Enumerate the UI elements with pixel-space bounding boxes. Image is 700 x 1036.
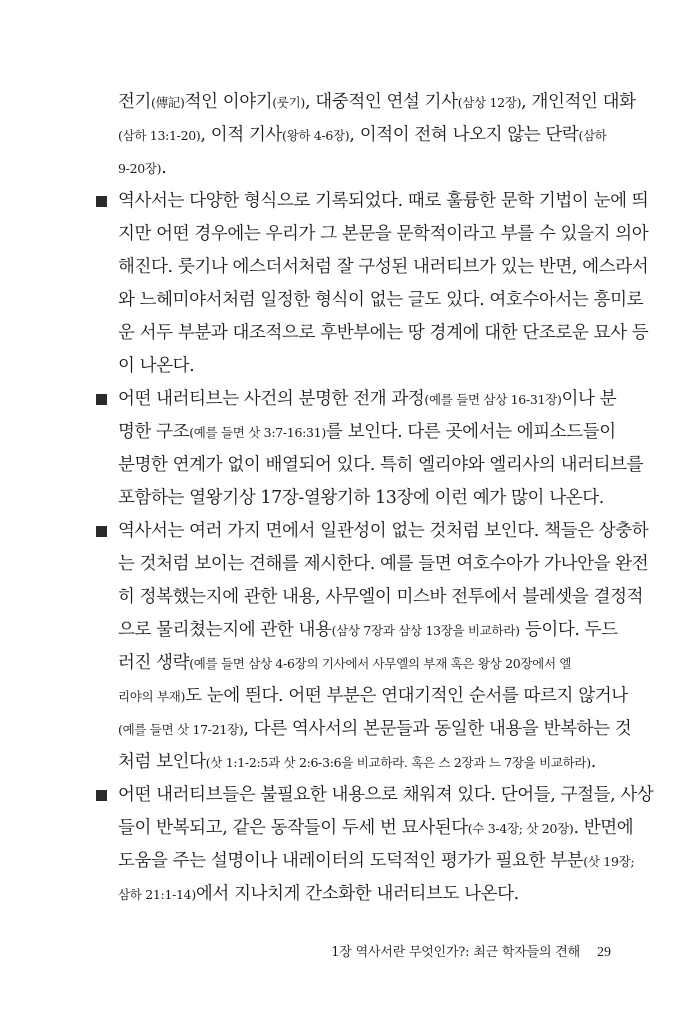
- body-text-run: 이나 분: [561, 389, 617, 409]
- body-text-run: 처럼 보인다: [118, 752, 206, 772]
- citation-text: (삼하 13:1-20): [118, 128, 201, 143]
- citation-text: 삼하 21:1-14): [118, 887, 196, 902]
- body-text-run: 에서 지나치게 간소화한 내러티브도 나온다.: [195, 884, 519, 904]
- body-text-run: , 대중적인 연설 기사: [304, 92, 458, 112]
- text-line: [118, 86, 636, 119]
- text-line: [118, 251, 649, 284]
- bullet-paragraph: [118, 515, 649, 779]
- body-text-run: 명한 구조: [118, 422, 190, 442]
- citation-text: (왕하 4-6장): [282, 128, 350, 143]
- paragraph: [118, 86, 636, 185]
- text-line: [118, 713, 632, 746]
- body-text-run: , 이적 기사: [200, 125, 282, 145]
- running-head: 1장 역사서란 무엇인가?: 최근 학자들의 견해: [331, 945, 580, 960]
- body-text-run: 등이다. 두드: [519, 620, 618, 640]
- body-text-run: 들이 반복되고, 같은 동작들이 두세 번 묘사된다: [118, 818, 468, 838]
- bullet-paragraph: [118, 779, 654, 911]
- text-line: [118, 482, 618, 515]
- bullet-paragraph: [118, 383, 644, 515]
- text-line: [118, 449, 644, 482]
- text-line: [118, 350, 618, 383]
- text-line: [118, 416, 618, 449]
- citation-text: (삿 1:1-2:5과 삿 2:6-3:6을 비교하라. 혹은 스 2장과 느 7장을 비교하라): [205, 755, 591, 770]
- citation-text: 리야의 부재): [118, 689, 186, 704]
- text-line: [118, 548, 649, 581]
- text-line: [118, 317, 649, 350]
- citation-text: (예를 들면 삿 3:7-16:31): [189, 425, 326, 440]
- body-text-run: 도움을 주는 설명이나 내레이터의 도덕적인 평가가 필요한 부분: [118, 851, 584, 871]
- body-text-run: 해진다. 룻기나 에스더서처럼 잘 구성된 내러티브가 있는 반면, 에스라서: [118, 257, 649, 277]
- body-text-run: 어떤 내러티브는 사건의 분명한 전개 과정: [118, 389, 425, 409]
- body-text-run: 으로 물리쳤는지에 관한 내용: [118, 620, 332, 640]
- citation-text: (삼상 7장과 삼상 13장을 비교하라): [331, 623, 520, 638]
- body-text-run: , 개인적인 대화: [521, 92, 636, 112]
- bullet-paragraph: [118, 185, 649, 383]
- body-text-run: 역사서는 여러 가지 면에서 일관성이 없는 것처럼 보인다. 책들은 상충하: [118, 521, 649, 541]
- citation-text: (예를 들면 삿 17-21장): [118, 722, 244, 737]
- square-bullet-icon: [96, 196, 107, 207]
- text-line: [118, 284, 644, 317]
- body-text-run: 히 정복했는지에 관한 내용, 사무엘이 미스바 전투에서 블레셋을 결정적: [118, 587, 644, 607]
- body-text-run: 지만 어떤 경우에는 우리가 그 본문을 문학적이라고 부를 수 있을지 의아: [118, 224, 649, 244]
- text-line: [118, 152, 618, 185]
- body-text-run: 어떤 내러티브들은 불필요한 내용으로 채워져 있다. 단어들, 구절들, 사상: [118, 785, 654, 805]
- citation-text: (傳記): [151, 95, 185, 110]
- citation-text: (수 3-4장; 삿 20장): [467, 821, 574, 836]
- text-line: [118, 383, 618, 416]
- body-text-run: . 반면에: [573, 818, 634, 838]
- body-text-run: , 이적이 전혀 나오지 않는 단락: [349, 125, 579, 145]
- body-text-run: 포함하는 열왕기상 17장-열왕기하 13장에 이런 예가 많이 나온다.: [118, 488, 604, 508]
- text-line: [118, 845, 635, 878]
- page-footer: [0, 941, 700, 965]
- text-line: [118, 119, 618, 152]
- body-text-run: 운 서두 부분과 대조적으로 후반부에는 땅 경계에 대한 단조로운 묘사 등: [118, 323, 649, 343]
- body-text-run: 적인 이야기: [184, 92, 273, 112]
- body-text-run: 는 것처럼 보이는 견해를 제시한다. 예를 들면 여호수아가 가나안을 완전: [118, 554, 649, 574]
- body-text-run: 도 눈에 띈다. 어떤 부분은 연대기적인 순서를 따르지 않거나: [185, 686, 628, 706]
- text-line: [118, 614, 618, 647]
- body-text-run: 이 나온다.: [118, 356, 195, 376]
- body-text-run: 와 느헤미야서처럼 일정한 형식이 없는 글도 있다. 여호수아서는 흥미로: [118, 290, 644, 310]
- page-number: 29: [597, 945, 611, 960]
- body-text-run: 역사서는 다양한 형식으로 기록되었다. 때로 훌륭한 문학 기법이 눈에 띄: [118, 191, 649, 211]
- text-line: [118, 812, 634, 845]
- body-text-run: 분명한 연계가 없이 배열되어 있다. 특히 엘리야와 엘리사의 내러티브를: [118, 455, 644, 475]
- text-line: [118, 746, 618, 779]
- text-line: [118, 581, 644, 614]
- body-text-run: , 다른 역사서의 본문들과 동일한 내용을 반복하는 것: [243, 719, 632, 739]
- text-line: [118, 218, 649, 251]
- body-text-run: 러진 생략: [118, 653, 190, 673]
- citation-text: (예를 들면 삼상 16-31장): [424, 392, 562, 407]
- body-text-run: .: [161, 158, 167, 178]
- text-line: [118, 878, 618, 911]
- text-line: [118, 515, 649, 548]
- body-text-run: 를 보인다. 다른 곳에서는 에피소드들이: [325, 422, 616, 442]
- citation-text: (삿 19장;: [583, 854, 635, 869]
- body-text-run: .: [590, 752, 596, 772]
- citation-text: (예를 들면 삼상 4-6장의 기사에서 사무엘의 부재 혹은 왕상 20장에서 엘: [189, 656, 572, 671]
- text-line: [118, 779, 654, 812]
- square-bullet-icon: [96, 790, 107, 801]
- square-bullet-icon: [96, 526, 107, 537]
- text-line: [118, 680, 628, 713]
- square-bullet-icon: [96, 394, 107, 405]
- citation-text: (룻기): [272, 95, 305, 110]
- body-text-run: 전기: [118, 92, 152, 112]
- citation-text: 9-20장): [118, 161, 162, 176]
- text-line: [118, 647, 618, 680]
- text-line: [118, 185, 649, 218]
- body-text: [118, 86, 654, 911]
- citation-text: (삼하: [578, 128, 607, 143]
- citation-text: (삼상 12장): [457, 95, 522, 110]
